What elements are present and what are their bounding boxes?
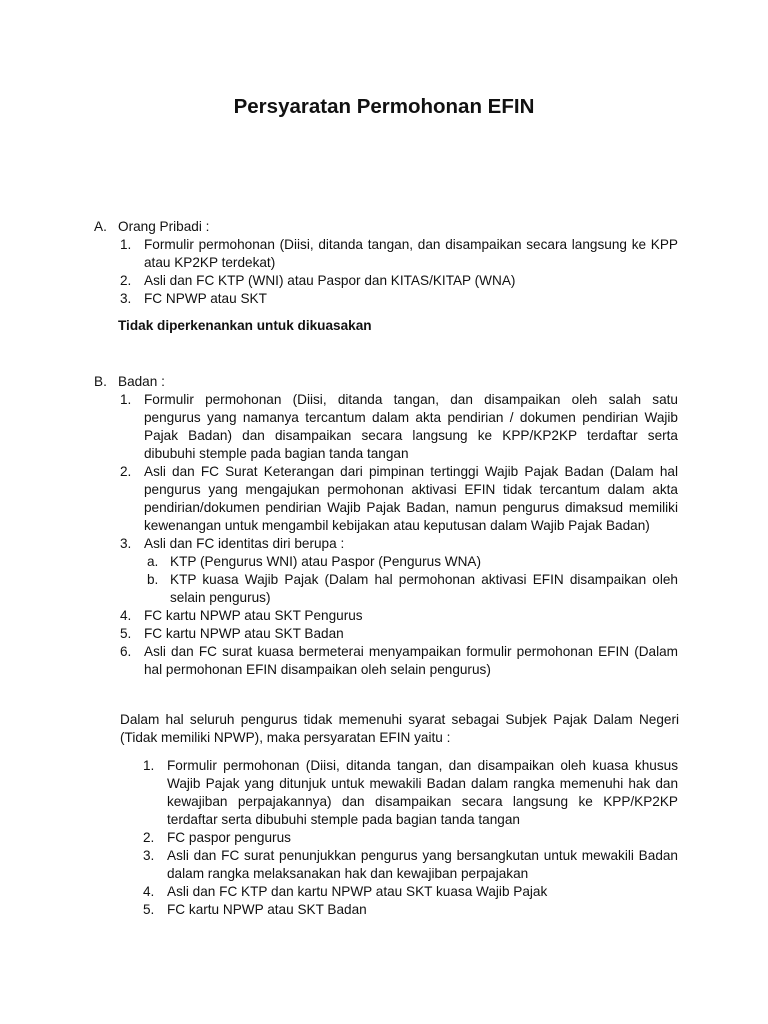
list-item-text xyxy=(144,607,678,625)
list-item-text xyxy=(167,883,678,901)
text-line: Dalam hal seluruh pengurus tidak memenuhi syarat sebagai Subjek Pajak Dalam Negeri xyxy=(120,712,679,727)
list-marker: 2. xyxy=(120,273,132,288)
text-line: Asli dan FC KTP (WNI) atau Paspor dan KITAS/KITAP (WNA) xyxy=(144,273,516,288)
section-b-heading: Badan : xyxy=(118,374,165,389)
text-line: Asli dan FC surat penunjukkan pengurus yang bersangkutan untuk mewakili Badan xyxy=(167,848,678,863)
text-line: Formulir permohonan (Diisi, ditanda tangan, dan disampaikan oleh salah satu xyxy=(144,392,678,407)
list-item-text xyxy=(170,553,678,571)
text-line: pengurus yang namanya tercantum dalam akta pendirian / dokumen pendirian Wajib xyxy=(144,410,678,425)
list-marker: 1. xyxy=(120,237,132,252)
text-line: KTP kuasa Wajib Pajak (Dalam hal permohonan aktivasi EFIN disampaikan oleh xyxy=(170,572,678,587)
list-marker: 1. xyxy=(143,758,155,773)
text-line: pendirian/dokumen pendirian Wajib Pajak Badan, namun pengurus dimaksud memiliki xyxy=(144,500,678,515)
text-line: Formulir permohonan (Diisi, ditanda tangan, dan disampaikan secara langsung ke KPP xyxy=(144,237,678,252)
text-line: Formulir permohonan (Diisi, ditanda tangan, dan disampaikan oleh kuasa khusus xyxy=(167,758,678,773)
list-item-text xyxy=(144,391,678,463)
list-item-text xyxy=(144,535,678,553)
list-item-text xyxy=(167,847,678,883)
list-item-text xyxy=(144,236,678,272)
list-item-text xyxy=(144,643,678,679)
list-item-text xyxy=(167,757,678,829)
text-line: Asli dan FC surat kuasa bermeterai menyampaikan formulir permohonan EFIN (Dalam xyxy=(144,644,678,659)
text-line: Asli dan FC identitas diri berupa : xyxy=(144,536,345,551)
text-line: FC paspor pengurus xyxy=(167,830,291,845)
text-line: dibubuhi stemple pada bagian tanda tangan xyxy=(144,446,409,461)
list-item-text xyxy=(167,829,678,847)
list-item-text xyxy=(144,290,678,308)
text-line: hal permohonan EFIN disampaikan oleh selain pengurus) xyxy=(144,662,491,677)
text-line: selain pengurus) xyxy=(170,590,271,605)
list-marker: 6. xyxy=(120,644,132,659)
text-line: Asli dan FC KTP dan kartu NPWP atau SKT kuasa Wajib Pajak xyxy=(167,884,548,899)
list-item-text xyxy=(167,901,678,919)
list-marker: 2. xyxy=(143,830,155,845)
text-line: KTP (Pengurus WNI) atau Paspor (Pengurus WNA) xyxy=(170,554,482,569)
page-title: Persyaratan Permohonan EFIN xyxy=(233,95,535,118)
text-line: dalam rangka melaksanakan hak dan kewajiban perpajakan xyxy=(167,866,529,881)
section-a-note: Tidak diperkenankan untuk dikuasakan xyxy=(118,318,372,333)
text-line: FC kartu NPWP atau SKT Badan xyxy=(144,626,344,641)
list-item-text xyxy=(144,463,678,535)
text-line: atau KP2KP terdekat) xyxy=(144,255,276,270)
list-marker: 5. xyxy=(120,626,132,641)
list-marker: 3. xyxy=(143,848,155,863)
text-line: terdaftar serta dibubuhi stemple pada bagian tanda tangan xyxy=(167,812,520,827)
section-b-marker: B. xyxy=(94,374,107,389)
list-marker: a. xyxy=(147,554,159,569)
text-line: Asli dan FC Surat Keterangan dari pimpinan tertinggi Wajib Pajak Badan (Dalam hal xyxy=(144,464,678,479)
list-marker: 5. xyxy=(143,902,155,917)
list-marker: b. xyxy=(147,572,159,587)
list-marker: 4. xyxy=(143,884,155,899)
text-line: (Tidak memiliki NPWP), maka persyaratan EFIN yaitu : xyxy=(120,730,451,745)
section-c-intro xyxy=(120,711,679,747)
list-marker: 4. xyxy=(120,608,132,623)
text-line: kewenangan untuk mengambil kebijakan atau keputusan dalam Wajib Pajak Badan) xyxy=(144,518,650,533)
text-line: Pajak Badan) dan disampaikan secara langsung ke KPP/KP2KP terdaftar serta xyxy=(144,428,678,443)
text-line: Wajib Pajak yang ditunjuk untuk mewakili Badan dalam rangka memenuhi hak dan xyxy=(167,776,678,791)
text-line: kewajiban perpajakannya) dan disampaikan secara langsung ke KPP/KP2KP xyxy=(167,794,678,809)
list-item-text xyxy=(144,625,678,643)
text-line: pengurus yang mengajukan permohonan aktivasi EFIN tidak tercantum dalam akta xyxy=(144,482,678,497)
list-marker: 1. xyxy=(120,392,132,407)
list-marker: 2. xyxy=(120,464,132,479)
text-line: FC kartu NPWP atau SKT Pengurus xyxy=(144,608,363,623)
section-a-marker: A. xyxy=(94,219,107,234)
text-line: FC kartu NPWP atau SKT Badan xyxy=(167,902,367,917)
section-a-heading: Orang Pribadi : xyxy=(118,219,210,234)
list-item-text xyxy=(144,272,678,290)
text-line: FC NPWP atau SKT xyxy=(144,291,267,306)
list-marker: 3. xyxy=(120,536,132,551)
list-marker: 3. xyxy=(120,291,132,306)
list-item-text xyxy=(170,571,678,607)
